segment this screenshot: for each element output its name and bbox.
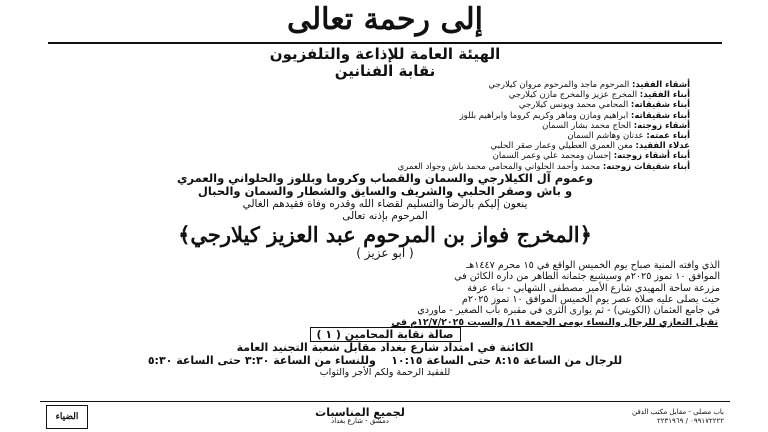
relative-names: المخرج عزيز والمخرج مازن كيلارجي <box>508 90 638 101</box>
footer-center <box>315 408 405 426</box>
relative-names: الحاج محمد بشار السمان <box>542 120 632 131</box>
relative-row <box>40 131 730 141</box>
hall-address: الكائنة في امتداد شارع بغداد مقابل شعبة التجنيد العامة <box>236 341 534 355</box>
relative-row <box>40 80 730 90</box>
families-line-1: وعموم آل الكيلارجي والسمان والقصاب وكروما وبللوز والحلواني والعمري <box>176 170 594 185</box>
details-line: حيث يصلى عليه صلاة عصر يوم الخميس الموافق ١٠ تموز ٢٠٢٥م <box>461 294 720 306</box>
top-divider <box>48 42 722 44</box>
relative-label: أبناء الفقيد: <box>639 90 690 101</box>
relative-row <box>40 90 730 100</box>
families-line-2: و باش وصقر الحلبي والشريف والسايق والشطار والسمان والحبال <box>197 183 573 198</box>
relatives-list <box>40 80 730 172</box>
deceased-nickname: ( أبو عزيز ) <box>356 245 414 260</box>
hall-name: صالة نقابة المحامين ( ١ ) <box>310 327 461 342</box>
condolence-hall <box>40 328 730 341</box>
relative-names: المرحوم ماجد والمرحوم مروان كيلارجي <box>488 80 630 90</box>
times-women: وللنساء من الساعة ٣:٣٠ حتى الساعة ٥:٣٠ <box>147 354 376 368</box>
details-line: في جامع العثمان (الكويتي) - ثم يوارى الثرى في مقبرة باب الصغير - ماوردي <box>417 305 720 317</box>
relative-row <box>40 151 730 161</box>
footer <box>40 401 730 432</box>
relative-names: إحسان ومحمد علي وعمر السمان <box>492 151 611 162</box>
relative-names: عدنان وهاشم السمان <box>567 131 644 142</box>
announcement-2: المرحوم بإذنه تعالى <box>342 209 428 222</box>
relative-label: أشقاء زوجته: <box>633 120 690 131</box>
deceased-name: ﴿المخرج فواز بن المرحوم عبد العزيز كيلارجي﴾ <box>178 221 592 247</box>
details-line: مزرعة ساحة المهيدي شارع الأمير مصطفى الشهابي - بناء عرفة <box>467 282 720 294</box>
relative-label: أبناء أشقاء زوجته: <box>613 151 690 162</box>
relative-names: معن العمري العطيلي وعمار صقر الحلبي <box>490 141 633 152</box>
relative-label: أشقاء الفقيد: <box>631 80 690 90</box>
relative-row <box>40 111 730 121</box>
obituary-page <box>40 0 730 432</box>
details-line: الموافق ١٠ تموز ٢٠٢٥م وسيشيع جثمانه الطاهر من داره الكائن في <box>454 271 720 283</box>
relative-row <box>40 121 730 131</box>
condolence-line: تقبل التعازي للرجال والنساء يومي الجمعة ١١/ والسبت ١٢/٧/٢٠٢٥م في <box>391 316 718 328</box>
footer-phone: ٠٩٩١٧٢٢٢٢ / ٢٢٣١٩٦٩ <box>657 417 724 425</box>
relative-label: أبناء شقيقاته: <box>630 100 690 111</box>
relative-label: أبناء شقيقاته: <box>630 110 690 121</box>
footer-right <box>632 408 724 426</box>
relative-names: ابراهيم ومازن وماهر وكريم كروما وابراهيم بللوز <box>459 110 629 121</box>
obituary-banner: إلى رحمة تعالى <box>287 2 483 37</box>
org-union: نقابة الفنانين <box>334 62 436 80</box>
relative-names: محمد وأحمد الحلواني والمحامي محمد باش وجواد العمري <box>397 161 601 172</box>
closing-line: للفقيد الرحمة ولكم الأجر والثواب <box>319 367 451 379</box>
times-men: للرجال من الساعة ٨:١٥ حتى الساعة ١٠:١٥ <box>391 354 623 368</box>
org-name: الهيئة العامة للإذاعة والتلفزيون <box>269 45 501 63</box>
times-line <box>40 354 730 367</box>
footer-address: باب مصلى - مقابل مكتب الدفن <box>632 408 724 416</box>
funeral-details <box>40 260 730 317</box>
announcement: ينعون إليكم بالرضا والتسليم لقضاء الله وقدره وفاة فقيدهم الغالي <box>242 197 528 210</box>
relative-names: المحامي محمد ويونس كيلارجي <box>518 100 629 111</box>
details-line: الذي وافته المنية صباح يوم الخميس الواقع في ١٥ محرم ١٤٤٧هـ <box>466 259 720 271</box>
relative-row <box>40 141 730 151</box>
footer-sub: دمشق - شارع بغداد <box>331 417 389 425</box>
relative-label: عدلاء الفقيد: <box>635 141 690 152</box>
relative-label: أبناء عمته: <box>646 131 690 142</box>
relative-row <box>40 100 730 110</box>
company-logo: الضياء <box>46 405 88 429</box>
footer-title: لجميع المناسبات <box>315 406 405 419</box>
relative-label: أبناء شقيقات زوجته: <box>602 161 690 172</box>
